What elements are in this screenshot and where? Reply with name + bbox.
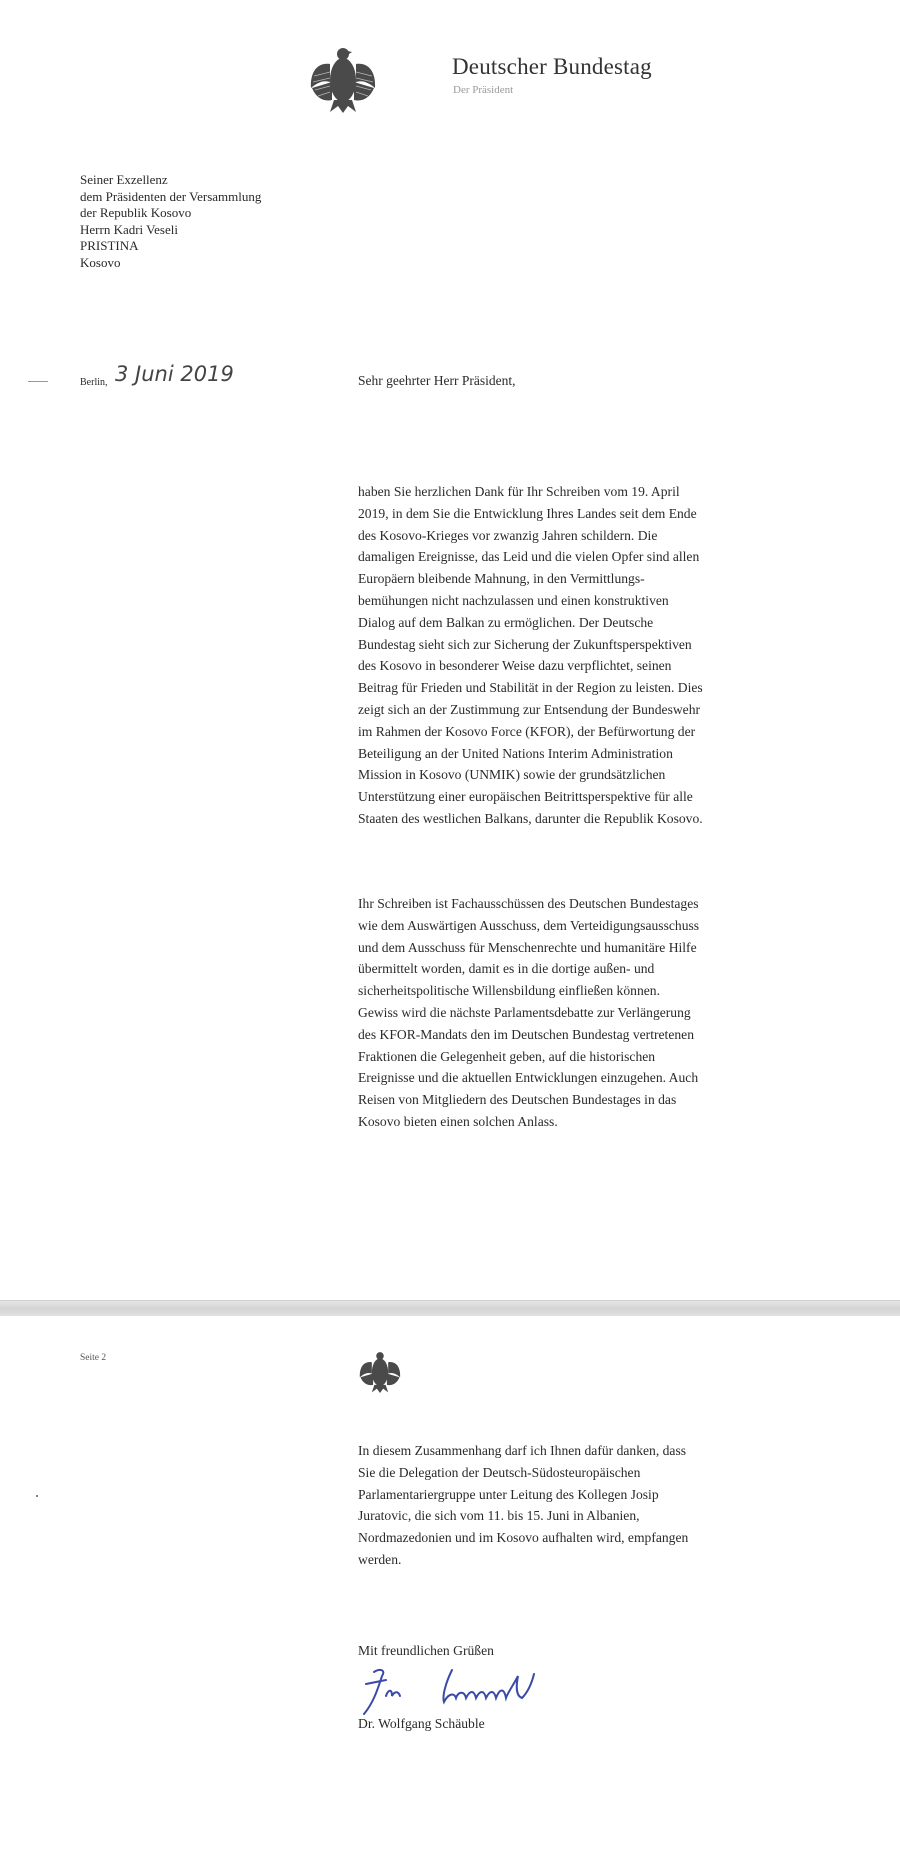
- body-line: Juratovic, die sich vom 11. bis 15. Juni in Albanien,: [358, 1508, 640, 1524]
- closing-phrase: Mit freundlichen Grüßen: [358, 1643, 494, 1658]
- body-line: Nordmazedonien und im Kosovo aufhalten wird, empfangen: [358, 1530, 689, 1546]
- address-line: PRISTINA: [80, 238, 139, 254]
- address-line: dem Präsidenten der Versammlung: [80, 188, 262, 204]
- federal-eagle-logo: [308, 42, 378, 114]
- body-line: Staaten des westlichen Balkans, darunter die Republik Kosovo.: [358, 810, 703, 826]
- body-line: sicherheitspolitische Willensbildung einfließen können.: [358, 983, 660, 999]
- dateline-city: Berlin,: [80, 377, 108, 388]
- handwritten-date: 3 Juni 2019: [115, 362, 234, 386]
- body-line: Ereignisse und die aktuellen Entwicklungen einzugehen. Auch: [358, 1070, 699, 1086]
- institution-name: Deutscher Bundestag: [452, 54, 652, 79]
- body-line: 2019, in dem Sie die Entwicklung Ihres Landes seit dem Ende: [358, 505, 697, 521]
- handwritten-signature: [356, 1662, 586, 1718]
- body-line: Reisen von Mitgliedern des Deutschen Bundestages in das: [358, 1092, 677, 1108]
- page-number: Seite 2: [80, 1353, 107, 1363]
- body-line: Sie die Delegation der Deutsch-Südosteuropäischen: [358, 1464, 641, 1480]
- body-line: wie dem Auswärtigen Ausschuss, dem Verteidigungsausschuss: [358, 917, 700, 933]
- body-paragraph-1: [358, 481, 703, 830]
- body-line: damaligen Ereignisse, das Leid und die vielen Opfer sind allen: [358, 549, 700, 565]
- body-line: haben Sie herzlichen Dank für Ihr Schreiben vom 19. April: [358, 484, 680, 499]
- body-line: des Kosovo-Krieges vor zwanzig Jahren schildern. Die: [358, 527, 658, 543]
- address-line: der Republik Kosovo: [80, 205, 192, 221]
- body-line: Mission in Kosovo (UNMIK) sowie der grundsätzlichen: [358, 767, 666, 783]
- office-title: Der Präsident: [453, 84, 514, 96]
- body-line: und dem Ausschuss für Menschenrechte und humanitäre Hilfe: [358, 939, 697, 955]
- body-line: Fraktionen die Gelegenheit geben, auf die historischen: [358, 1048, 656, 1064]
- body-paragraph-3: [358, 1440, 688, 1571]
- recipient-address: [80, 172, 261, 272]
- federal-eagle-logo-small: [358, 1348, 402, 1394]
- body-line: Ihr Schreiben ist Fachausschüssen des Deutschen Bundestages: [358, 896, 699, 911]
- body-line: zeigt sich an der Zustimmung zur Entsendung der Bundeswehr: [358, 701, 701, 717]
- page-divider: [0, 1300, 900, 1316]
- body-line: Beteiligung an der United Nations Interim Administration: [358, 745, 673, 761]
- body-line: des Kosovo in besonderer Weise dazu verpflichtet, seinen: [358, 658, 672, 674]
- salutation: Sehr geehrter Herr Präsident,: [358, 373, 516, 388]
- body-line: Bundestag sieht sich zur Sicherung der Zukunftsperspektiven: [358, 636, 692, 652]
- scan-speck: [36, 1495, 38, 1497]
- body-line: Dialog auf dem Balkan zu ermöglichen. Der Deutsche: [358, 614, 654, 630]
- body-line: In diesem Zusammenhang darf ich Ihnen dafür danken, dass: [358, 1443, 687, 1458]
- body-paragraph-2: [358, 893, 699, 1133]
- address-line: Herrn Kadri Veseli: [80, 221, 178, 237]
- body-line: übermittelt worden, damit es in die dortige außen- und: [358, 961, 655, 977]
- body-line: Parlamentariergruppe unter Leitung des Kollegen Josip: [358, 1486, 659, 1502]
- fold-mark: [28, 381, 48, 382]
- body-line: werden.: [358, 1551, 402, 1567]
- body-line: Beitrag für Frieden und Stabilität in der Region zu leisten. Dies: [358, 680, 703, 696]
- address-line: Kosovo: [80, 254, 121, 270]
- body-line: im Rahmen der Kosovo Force (KFOR), der Befürwortung der: [358, 723, 696, 739]
- body-line: bemühungen nicht nachzulassen und einen konstruktiven: [358, 592, 669, 608]
- body-line: des KFOR-Mandats den im Deutschen Bundestag vertretenen: [358, 1026, 694, 1042]
- body-line: Unterstützung einer europäischen Beitrittsperspektive für alle: [358, 789, 693, 805]
- body-line: Kosovo bieten einen solchen Anlass.: [358, 1113, 558, 1129]
- address-line: Seiner Exzellenz: [80, 172, 168, 187]
- body-line: Gewiss wird die nächste Parlamentsdebatte zur Verlängerung: [358, 1004, 691, 1020]
- body-line: Europäern bleibende Mahnung, in den Vermittlungs-: [358, 571, 645, 587]
- signer-name: Dr. Wolfgang Schäuble: [358, 1716, 485, 1731]
